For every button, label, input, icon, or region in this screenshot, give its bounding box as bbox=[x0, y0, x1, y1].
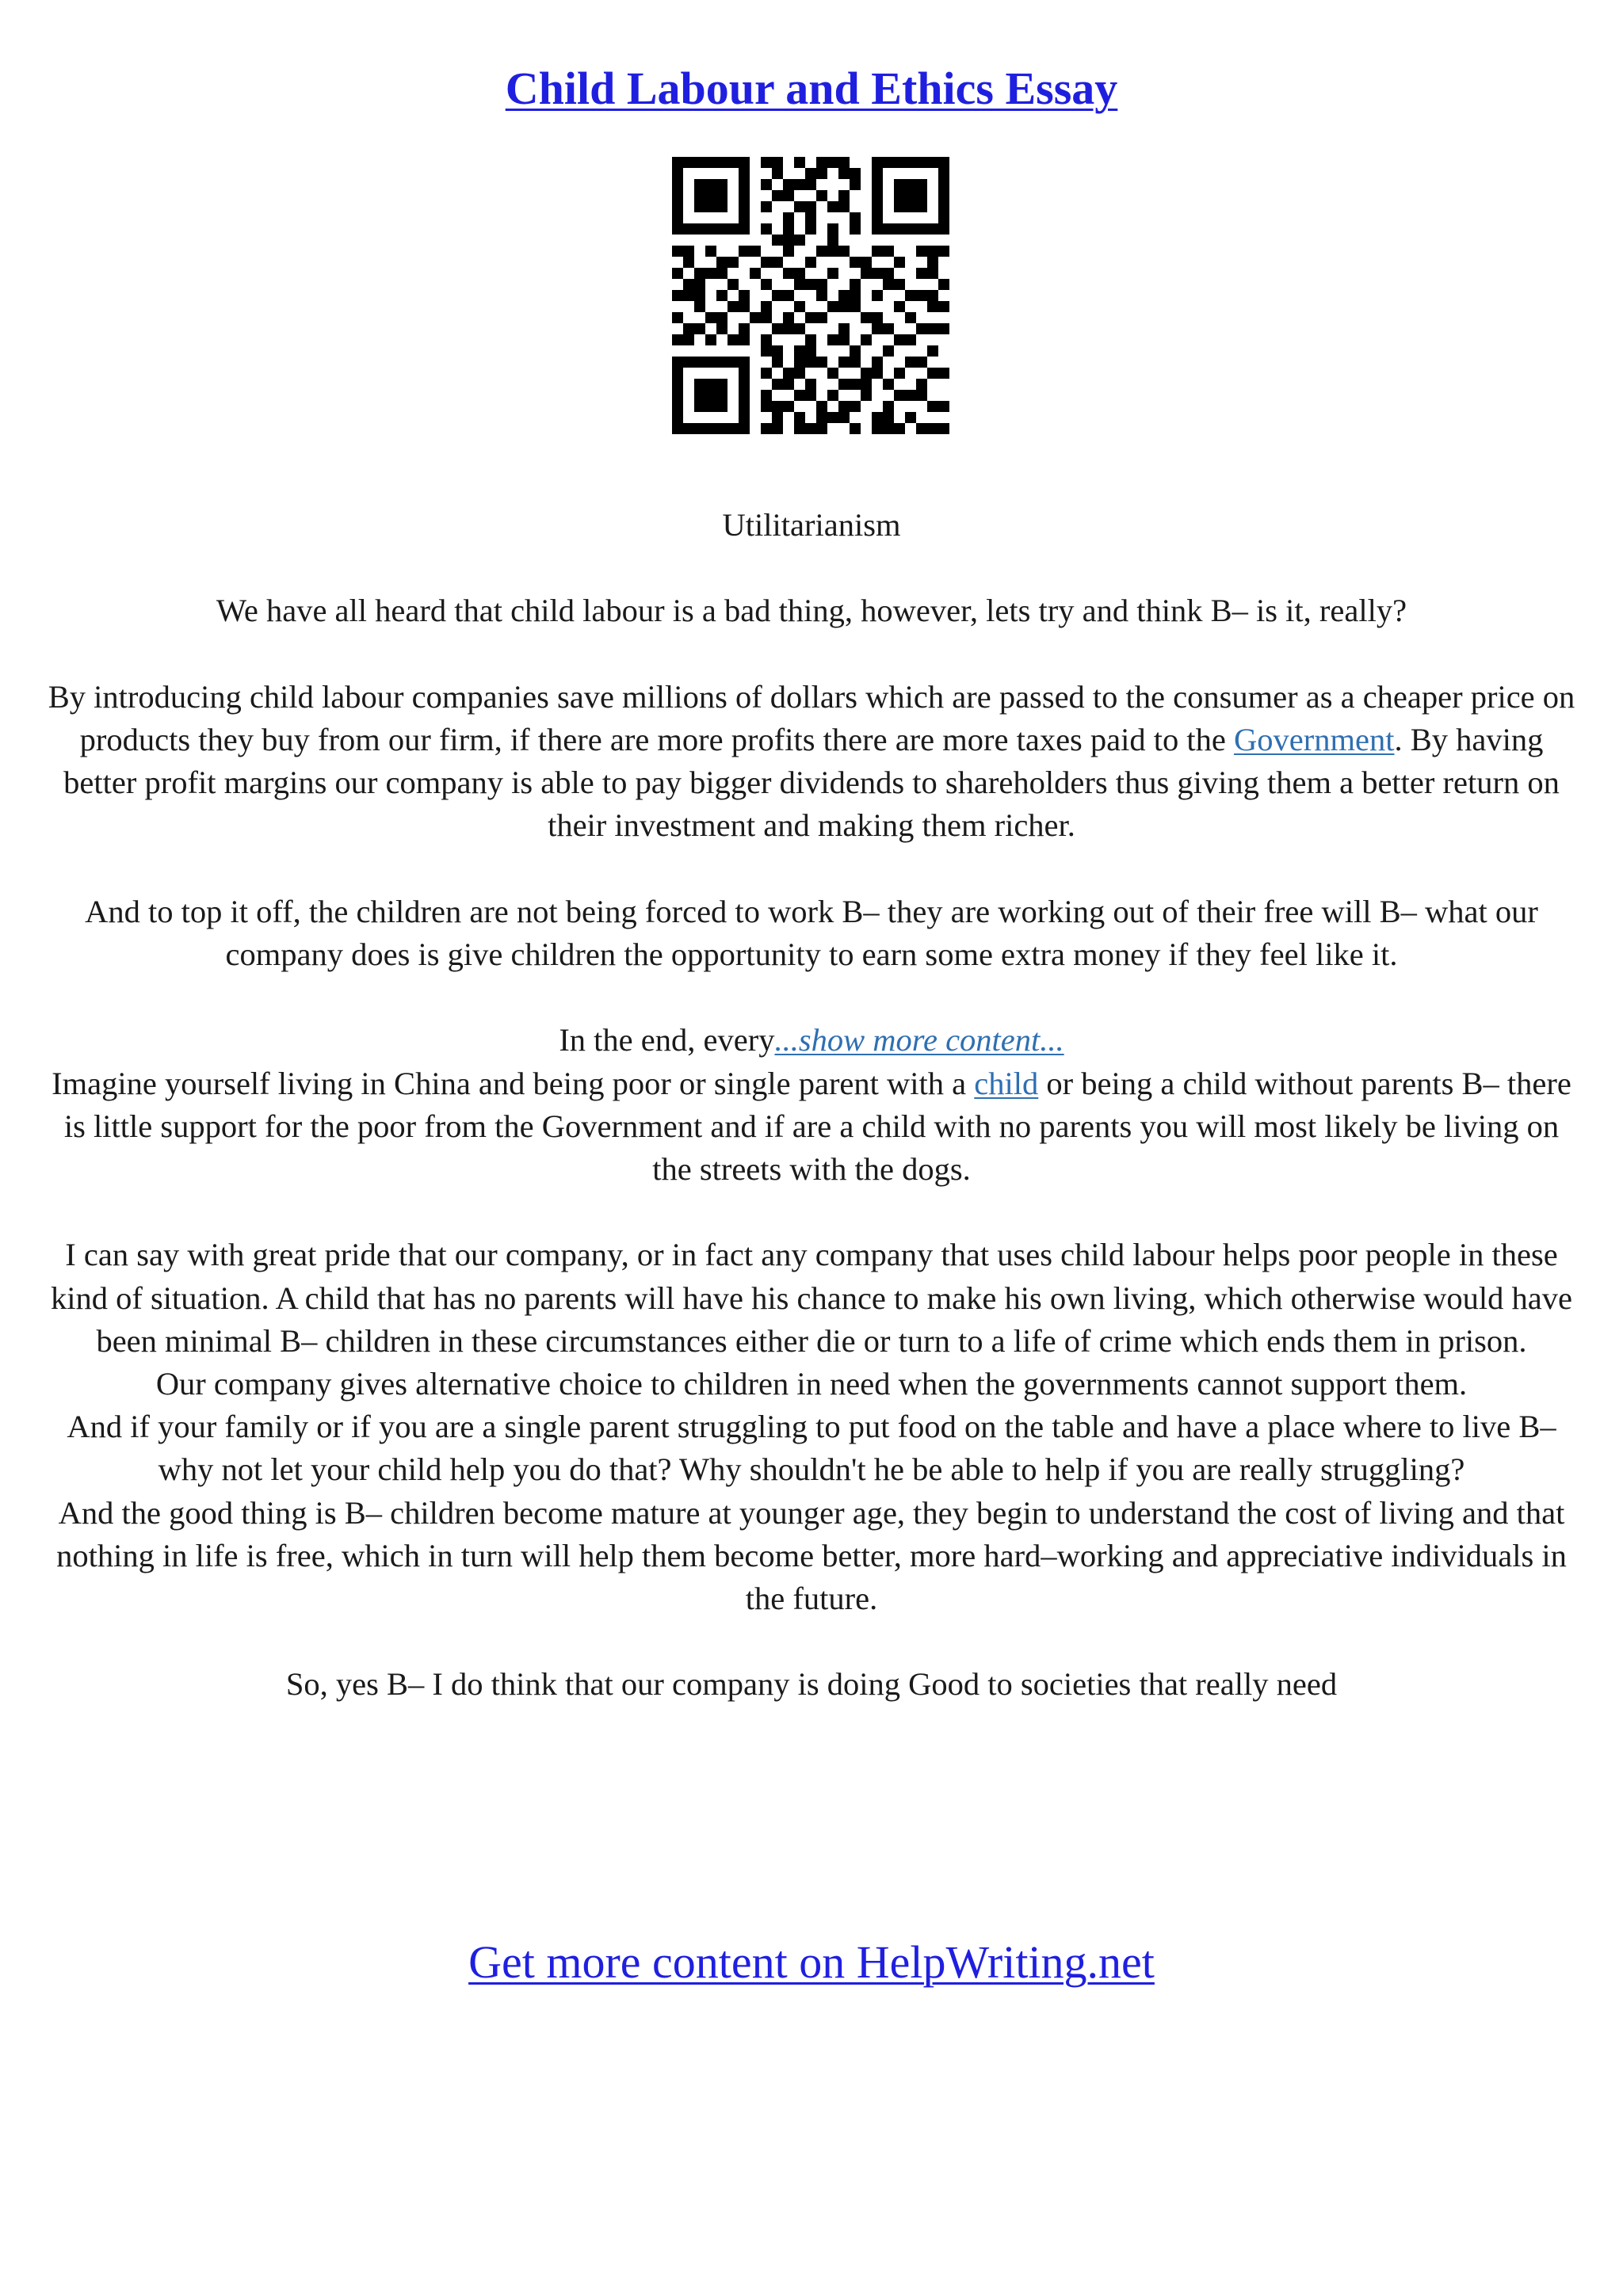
paragraph bbox=[48, 1019, 1575, 1062]
paragraph: We have all heard that child labour is a bad thing, however, lets try and think B– is it, really? bbox=[216, 593, 1407, 629]
child-link[interactable]: child bbox=[974, 1065, 1039, 1101]
paragraph: I can say with great pride that our company, or in fact any company that uses child labour helps poor people in these kind of situation. A child that has no parents will have his chance to make his own living, which otherwise would have been minimal B– children in these circumstances either die or turn to a life of crime which ends them in prison. bbox=[50, 1237, 1572, 1359]
government-link[interactable]: Government bbox=[1234, 721, 1395, 757]
paragraph-text: In the end, every bbox=[559, 1022, 775, 1058]
document-title bbox=[0, 57, 1623, 120]
paragraph-text: or being a child without parents B– there is little support for the poor from the Government and if are a child with no parents you will most likely be living on the streets with the dogs. bbox=[63, 1065, 1571, 1187]
paragraph-text: By introducing child labour companies save millions of dollars which are passed to the consumer as a cheaper price on products they buy from our firm, if there are more profits there are more taxes paid to the bbox=[48, 678, 1575, 757]
paragraph: Our company gives alternative choice to children in need when the governments cannot support them. bbox=[155, 1365, 1468, 1402]
essay-heading: Utilitarianism bbox=[722, 507, 901, 543]
essay-body bbox=[48, 504, 1575, 1707]
get-more-content-link[interactable]: Get more content on HelpWriting.net bbox=[468, 1936, 1155, 1988]
title-link[interactable]: Child Labour and Ethics Essay bbox=[505, 63, 1118, 114]
footer bbox=[0, 1931, 1623, 1994]
qr-code bbox=[672, 157, 949, 434]
paragraph-text: Imagine yourself living in China and being poor or single parent with a bbox=[52, 1065, 975, 1101]
paragraph-text: . By having better profit margins our company is able to pay bigger dividends to shareholders thus giving them a better return on their investment and making them richer. bbox=[63, 721, 1560, 844]
show-more-link[interactable]: ...show more content... bbox=[774, 1022, 1064, 1058]
paragraph: So, yes B– I do think that our company is doing Good to societies that really need bbox=[285, 1666, 1338, 1703]
paragraph bbox=[48, 1062, 1575, 1192]
paragraph: And if your family or if you are a single parent struggling to put food on the table and have a place where to live B– why not let your child help you do that? Why shouldn't he be able to help if you are really struggling? bbox=[67, 1409, 1556, 1488]
paragraph: And the good thing is B– children become mature at younger age, they begin to understand the cost of living and that nothing in life is free, which in turn will help them become better, more hard–working and appreciative individuals in the future. bbox=[56, 1494, 1567, 1616]
paragraph bbox=[48, 676, 1575, 848]
paragraph: And to top it off, the children are not being forced to work B– they are working out of their free will B– what our company does is give children the opportunity to earn some extra money if they feel like it. bbox=[85, 893, 1538, 972]
